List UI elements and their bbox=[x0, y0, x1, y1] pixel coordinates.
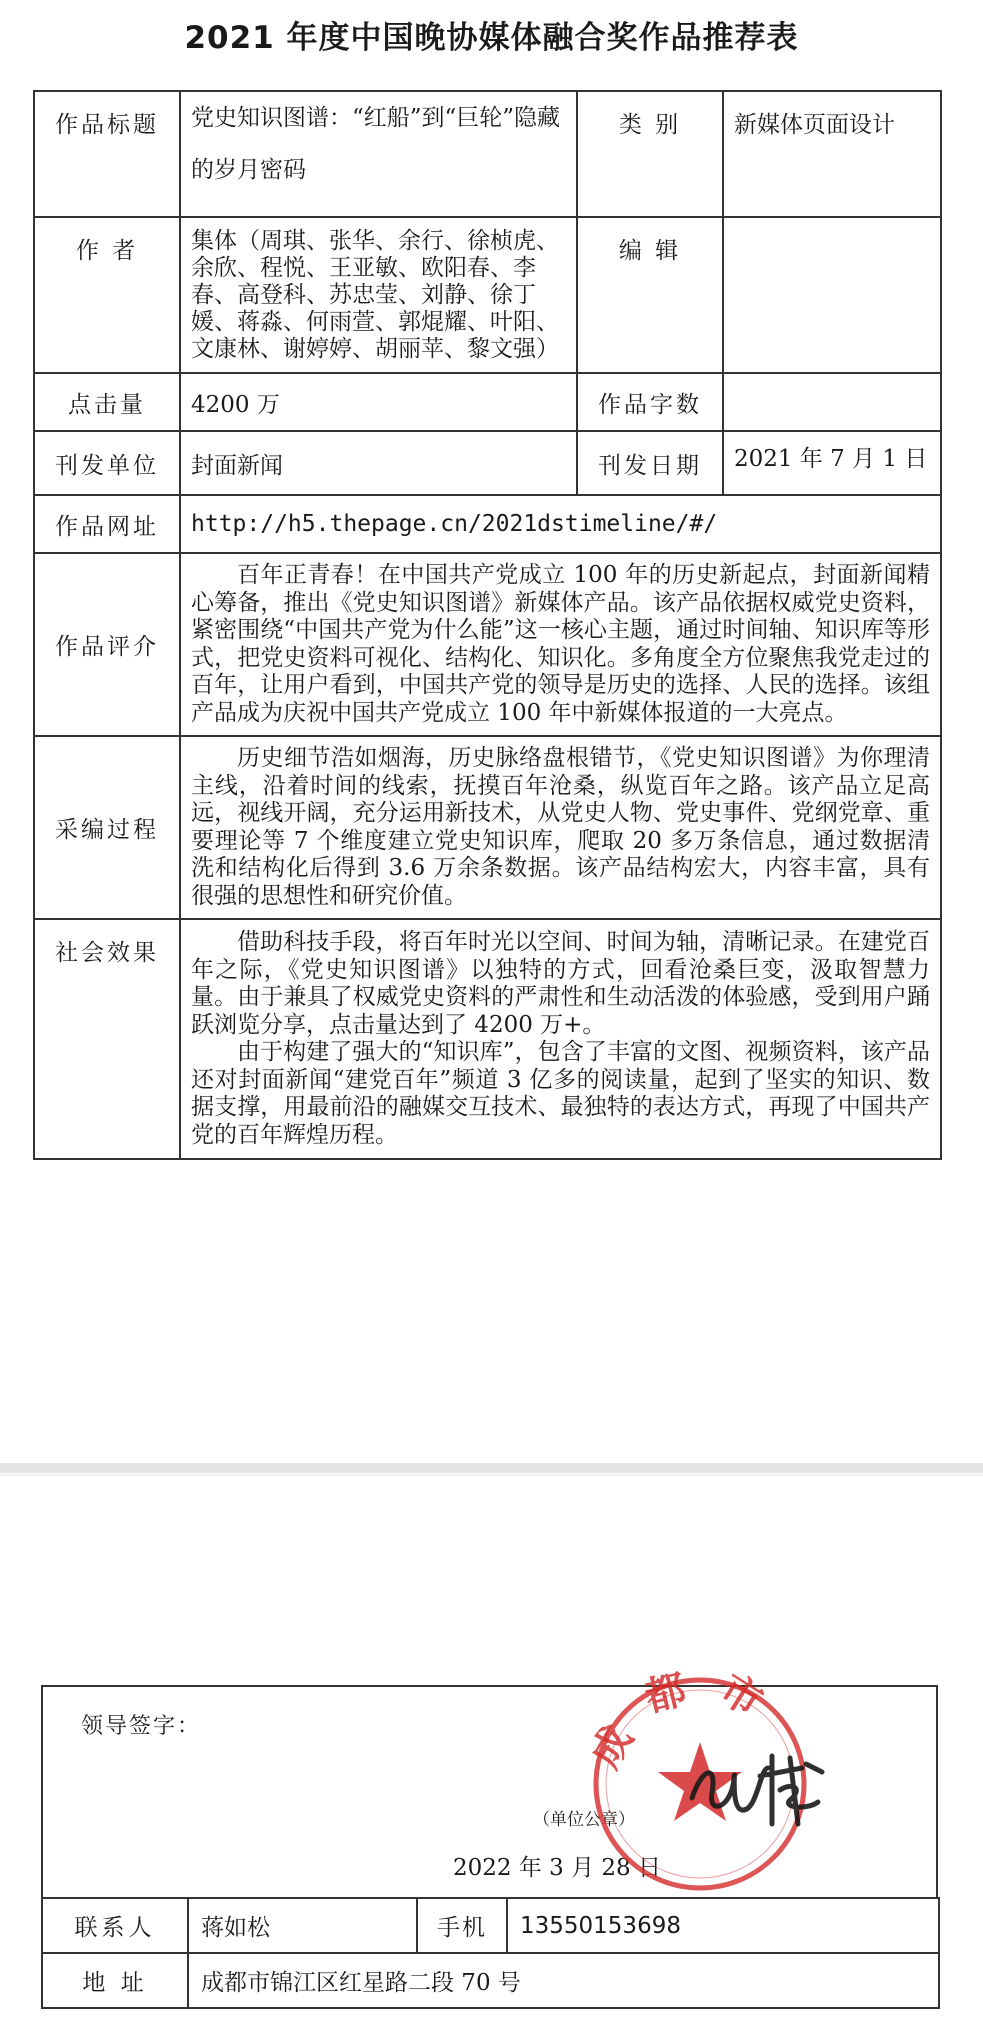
address-label: 地 址 bbox=[42, 1953, 188, 2008]
effect-paragraph-2: 由于构建了强大的“知识库”，包含了丰富的文图、视频资料，该产品还对封面新闻“建党百年”频道 3 亿多的阅读量，起到了坚实的知识、数据支撑，用最前沿的融媒交互技术、最独特的表达方式，再现了中国共产党的百年辉煌历程。 bbox=[191, 1039, 930, 1148]
pubdate-label: 刊发日期 bbox=[577, 431, 723, 495]
title-value: 党史知识图谱：“红船”到“巨轮”隐藏的岁月密码 bbox=[180, 91, 577, 217]
page-divider-shadow bbox=[0, 1474, 983, 1476]
author-row bbox=[34, 217, 941, 373]
publisher-label: 刊发单位 bbox=[34, 431, 180, 495]
process-row bbox=[34, 736, 941, 919]
process-label: 采编过程 bbox=[34, 736, 180, 919]
title-label: 作品标题 bbox=[34, 91, 180, 217]
leader-signature-label: 领导签字： bbox=[81, 1714, 202, 1739]
editor-value bbox=[723, 217, 941, 373]
contact-row bbox=[42, 1898, 939, 1953]
recommendation-form-table bbox=[33, 90, 942, 1160]
clicks-row bbox=[34, 373, 941, 431]
effect-text-cell bbox=[180, 919, 941, 1159]
wordcount-label: 作品字数 bbox=[577, 373, 723, 431]
address-row bbox=[42, 1953, 939, 2008]
review-label: 作品评介 bbox=[34, 553, 180, 736]
review-text: 百年正青春！在中国共产党成立 100 年的历史新起点，封面新闻精心筹备，推出《党史知识图谱》新媒体产品。该产品依据权威党史资料，紧密围绕“中国共产党为什么能”这一核心主题，通过时间轴、知识库等形式，把党史资料可视化、结构化、知识化。多角度全方位聚焦我党走过的百年，让用户看到，中国共产党的领导是历史的选择、人民的选择。该组产品成为庆祝中国共产党成立 100 年中新媒体报道的一大亮点。 bbox=[191, 562, 930, 726]
page-divider bbox=[0, 1463, 983, 1473]
author-label: 作 者 bbox=[34, 217, 180, 373]
signature-date: 2022 年 3 月 28 日 bbox=[453, 1855, 661, 1881]
editor-label: 编 辑 bbox=[577, 217, 723, 373]
process-text-cell bbox=[180, 736, 941, 919]
effect-paragraph-1: 借助科技手段，将百年时光以空间、时间为轴，清晰记录。在建党百年之际，《党史知识图谱》以独特的方式，回看沧桑巨变，汲取智慧力量。由于兼具了权威党史资料的严肃性和生动活泼的体验感，受到用户踊跃浏览分享，点击量达到了 4200 万+。 bbox=[191, 929, 930, 1038]
publisher-value: 封面新闻 bbox=[180, 431, 577, 495]
category-value: 新媒体页面设计 bbox=[723, 91, 941, 217]
pubdate-value: 2021 年 7 月 1 日 bbox=[723, 431, 941, 495]
handwritten-signature bbox=[672, 1738, 832, 1834]
seal-text: 成都市 bbox=[581, 1659, 793, 1776]
page-title: 2021 年度中国晚协媒体融合奖作品推荐表 bbox=[184, 20, 799, 56]
title-row bbox=[34, 91, 941, 217]
phone-value: 13550153698 bbox=[507, 1898, 939, 1953]
contact-table bbox=[41, 1897, 940, 2009]
publisher-row bbox=[34, 431, 941, 495]
clicks-value: 4200 万 bbox=[180, 373, 577, 431]
wordcount-value bbox=[723, 373, 941, 431]
url-label: 作品网址 bbox=[34, 495, 180, 553]
phone-label: 手机 bbox=[417, 1898, 507, 1953]
review-text-cell bbox=[180, 553, 941, 736]
review-row bbox=[34, 553, 941, 736]
unit-seal-label: （单位公章） bbox=[533, 1810, 635, 1830]
address-value: 成都市锦江区红星路二段 70 号 bbox=[188, 1953, 939, 2008]
contact-value: 蒋如松 bbox=[188, 1898, 417, 1953]
effect-label: 社会效果 bbox=[34, 919, 180, 1159]
effect-row bbox=[34, 919, 941, 1159]
contact-label: 联系人 bbox=[42, 1898, 188, 1953]
process-text: 历史细节浩如烟海，历史脉络盘根错节，《党史知识图谱》为你理清主线，沿着时间的线索，抚摸百年沧桑，纵览百年之路。该产品立足高远，视线开阔，充分运用新技术，从党史人物、党史事件、党纲党章、重要理论等 7 个维度建立党史知识库，爬取 20 多万条信息，通过数据清洗和结构化后得到 3.6 万余条数据。该产品结构宏大，内容丰富，具有很强的思想性和研究价值。 bbox=[191, 745, 930, 909]
author-value: 集体（周琪、张华、余行、徐桢虎、余欣、程悦、王亚敏、欧阳春、李春、高登科、苏忠莹、刘静、徐丁媛、蒋淼、何雨萱、郭焜耀、叶阳、文康林、谢婷婷、胡丽苹、黎文强） bbox=[180, 217, 577, 373]
clicks-label: 点击量 bbox=[34, 373, 180, 431]
url-row bbox=[34, 495, 941, 553]
url-value[interactable]: http://h5.thepage.cn/2021dstimeline/#/ bbox=[180, 495, 941, 553]
category-label: 类 别 bbox=[577, 91, 723, 217]
